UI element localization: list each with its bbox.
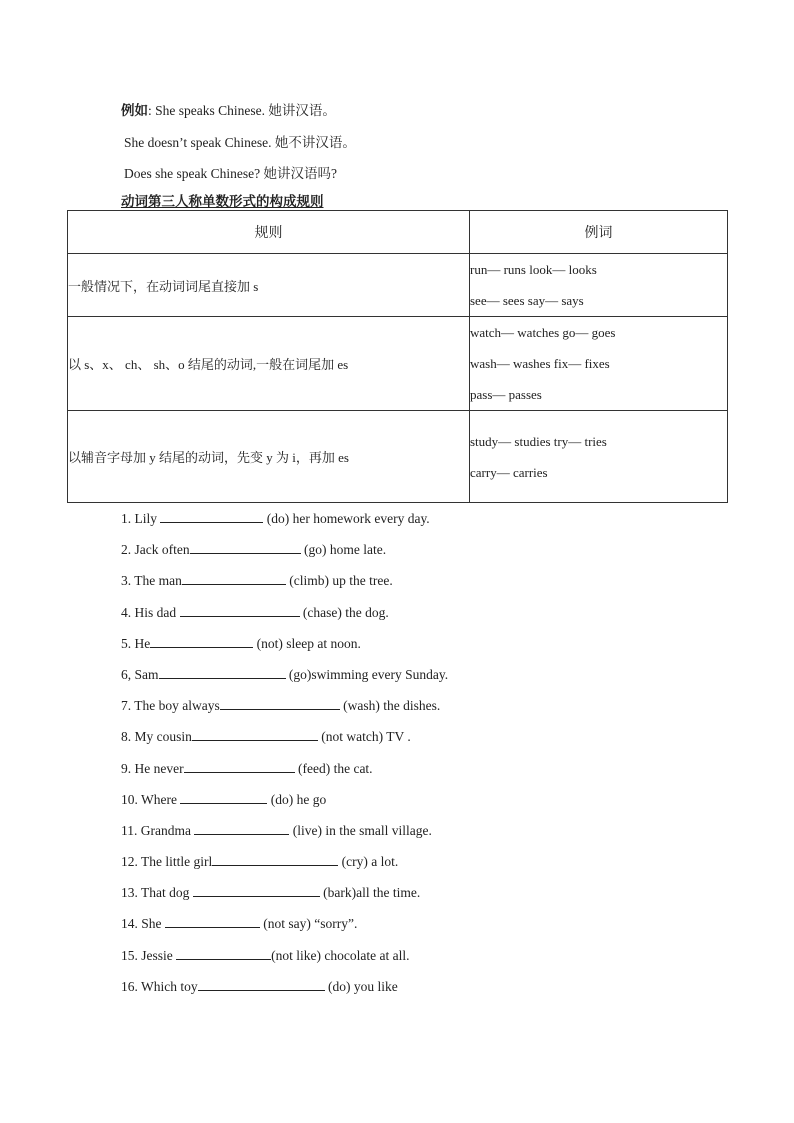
example-words: carry— carries (470, 464, 548, 480)
exercise-item (121, 758, 448, 789)
exercise-item (121, 602, 448, 633)
exercise-item (121, 913, 448, 944)
examples-cell (470, 317, 728, 411)
examples-cell (470, 254, 728, 317)
exercise-hint: (not say) “sorry”. (259, 916, 358, 932)
rule-cell: 以辅音字母加 y 结尾的动词，先变 y 为 i，再加 es (68, 411, 470, 503)
exercise-item (121, 726, 448, 757)
exercise-hint: (wash) the dishes. (339, 698, 441, 714)
exercise-item (121, 789, 448, 820)
exercise-prompt: 6, Sam (121, 666, 159, 682)
exercise-hint: (live) in the small village. (289, 822, 432, 838)
rule-cell: 一般情况下，在动词词尾直接加 s (68, 254, 470, 317)
answer-blank[interactable] (212, 851, 338, 866)
exercise-item (121, 820, 448, 851)
exercise-hint: (not) sleep at noon. (253, 635, 361, 651)
example-line-affirmative (121, 102, 336, 120)
answer-blank[interactable] (194, 820, 289, 835)
answer-blank[interactable] (180, 789, 267, 804)
exercise-prompt: 12. The little girl (121, 854, 213, 870)
exercise-list (121, 508, 448, 1007)
table-header-row (68, 211, 728, 254)
example-words: see— sees say— says (470, 293, 584, 308)
answer-blank[interactable] (180, 602, 300, 617)
rules-table (67, 210, 728, 503)
exercise-hint: (go)swimming every Sunday. (285, 666, 449, 682)
exercise-hint: (not like) chocolate at all. (271, 947, 410, 963)
exercise-prompt: 7. The boy always (121, 698, 220, 714)
exercise-prompt: 14. She (121, 916, 165, 932)
exercise-prompt: 15. Jessie (121, 947, 177, 963)
section-title: 动词第三人称单数形式的构成规则 (121, 194, 324, 209)
table-row (68, 411, 728, 503)
exercise-prompt: 2. Jack often (121, 542, 190, 558)
answer-blank[interactable] (184, 758, 295, 773)
answer-blank[interactable] (198, 976, 325, 991)
exercise-hint: (do) her homework every day. (263, 511, 430, 526)
exercise-item (121, 851, 448, 882)
exercise-prompt: 8. My cousin (121, 729, 192, 745)
exercise-hint: (chase) the dog. (299, 604, 389, 620)
exercise-prompt: 1. Lily (121, 511, 161, 526)
answer-blank[interactable] (159, 664, 286, 679)
exercise-item (121, 508, 448, 539)
answer-blank[interactable] (190, 539, 301, 554)
example-line-question: Does she speak Chinese? 她讲汉语吗? (124, 166, 337, 181)
exercise-prompt: 4. His dad (121, 604, 180, 620)
example-label: 例如 (121, 103, 148, 118)
exercise-hint: (cry) a lot. (338, 854, 399, 870)
exercise-prompt: 16. Which toy (121, 978, 198, 994)
example-line-negative: She doesn’t speak Chinese. 她不讲汉语。 (124, 135, 356, 150)
exercise-prompt: 9. He never (121, 760, 184, 776)
exercise-item (121, 570, 448, 601)
examples-cell (470, 411, 728, 503)
answer-blank[interactable] (193, 882, 320, 897)
exercise-item (121, 664, 448, 695)
exercise-item (121, 882, 448, 913)
example-words: wash— washes fix— fixes (470, 356, 610, 371)
exercise-prompt: 13. That dog (121, 885, 193, 901)
table-row (68, 317, 728, 411)
exercise-hint: (not watch) TV . (317, 729, 411, 745)
exercise-prompt: 5. He (121, 635, 151, 651)
exercise-item (121, 633, 448, 664)
answer-blank[interactable] (182, 570, 286, 585)
answer-blank[interactable] (160, 508, 263, 523)
answer-blank[interactable] (176, 945, 271, 960)
example-words: run— runs look— looks (470, 262, 597, 277)
example-words: watch— watches go— goes (470, 325, 616, 340)
example-words: pass— passes (470, 387, 542, 402)
exercise-prompt: 11. Grandma (121, 822, 195, 838)
exercise-item (121, 539, 448, 570)
example-sentence-1: : She speaks Chinese. 她讲汉语。 (148, 103, 336, 118)
exercise-item (121, 976, 448, 1007)
table-row (68, 254, 728, 317)
rule-cell: 以 s、x、 ch、 sh、o 结尾的动词,一般在词尾加 es (68, 317, 470, 411)
answer-blank[interactable] (192, 726, 318, 741)
answer-blank[interactable] (150, 633, 253, 648)
answer-blank[interactable] (220, 695, 340, 710)
exercise-hint: (go) home late. (300, 542, 387, 558)
answer-blank[interactable] (165, 913, 260, 928)
exercise-item (121, 695, 448, 726)
example-words: study— studies try— tries (470, 433, 607, 449)
exercise-prompt: 10. Where (121, 791, 181, 807)
exercise-hint: (climb) up the tree. (285, 573, 393, 589)
header-examples: 例词 (470, 211, 728, 254)
exercise-hint: (do) you like (324, 978, 398, 994)
exercise-prompt: 3. The man (121, 573, 182, 589)
exercise-item (121, 945, 448, 976)
header-rule: 规则 (68, 211, 470, 254)
exercise-hint: (feed) the cat. (294, 760, 373, 776)
exercise-hint: (do) he go (267, 791, 327, 807)
exercise-hint: (bark)all the time. (319, 885, 421, 901)
